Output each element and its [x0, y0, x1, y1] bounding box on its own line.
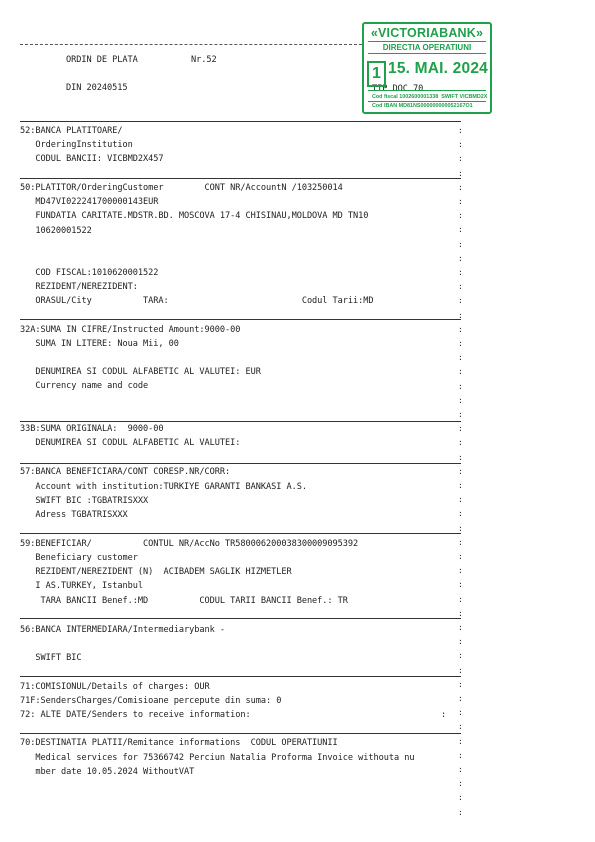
margin-colon: : [458, 339, 463, 348]
margin-colon: : [458, 240, 463, 249]
payment-purpose-text: Medical services for 75366742 Perciun Natalia Proforma Invoice withouta nu [20, 753, 415, 763]
beneficiary-bank-label: 57:BANCA BENEFICIARA/CONT CORESP.NR/CORR: [20, 467, 231, 477]
stamp-divider [368, 101, 486, 102]
payment-purpose-text-cont: mber date 10.05.2024 WithoutVAT [20, 767, 195, 777]
margin-colon: : [458, 680, 463, 689]
currency-label-en: Currency name and code [20, 381, 149, 391]
ordering-institution-label: OrderingInstitution [20, 140, 133, 150]
document-title: ORDIN DE PLATA [66, 55, 138, 65]
margin-colon: : [458, 353, 463, 362]
payer-fiscal-code: COD FISCAL:1010620001522 [20, 268, 159, 278]
margin-colon: : [458, 438, 463, 447]
stamp-bank-name: «VICTORIABANK» [370, 26, 484, 40]
section-rule [20, 676, 461, 677]
margin-colon: : [458, 793, 463, 802]
original-amount: 33B:SUMA ORIGINALA: 9000-00 [20, 424, 164, 434]
margin-colon: : [458, 779, 463, 788]
document-number: Nr.52 [191, 55, 217, 65]
margin-colon: : [458, 765, 463, 774]
margin-colon: : [458, 225, 463, 234]
section-rule [20, 463, 461, 464]
margin-colon: : [458, 694, 463, 703]
margin-colon: : [458, 566, 463, 575]
margin-colon: : [458, 311, 463, 320]
margin-colon: : [458, 524, 463, 533]
section-rule [20, 178, 461, 179]
margin-colon: : [458, 737, 463, 746]
currency-name-code: DENUMIREA SI CODUL ALFABETIC AL VALUTEI: EUR [20, 367, 261, 377]
section-rule [20, 733, 461, 734]
margin-colon: : [458, 552, 463, 561]
margin-colon: : [458, 211, 463, 220]
instructed-amount: 32A:SUMA IN CIFRE/Instructed Amount:9000-00 [20, 325, 241, 335]
margin-colon: : [458, 282, 463, 291]
account-institution: Account with institution:TURKIYE GARANTI BANKASI A.S. [20, 482, 307, 492]
amount-in-words: SUMA IN LITERE: Noua Mii, 00 [20, 339, 179, 349]
margin-colon: : [458, 538, 463, 547]
section-rule [20, 421, 461, 422]
document-date: DIN 20240515 [66, 83, 128, 93]
other-info-colon: : [441, 710, 447, 720]
bank-stamp [362, 22, 492, 114]
section-rule [20, 121, 461, 122]
margin-colon: : [458, 254, 463, 263]
stamp-department: DIRECTIA OPERATIUNI [368, 41, 486, 54]
payer-address: FUNDATIA CARITATE.MDSTR.BD. MOSCOVA 17-4 CHISINAU,MOLDOVA MD TN10 [20, 211, 369, 221]
top-dashed-rule [20, 44, 362, 45]
margin-colon: : [458, 424, 463, 433]
payer-city-country: ORASUL/City TARA: Codul Tarii:MD [20, 296, 374, 306]
payer-address-cont: 10620001522 [20, 226, 92, 236]
margin-colon: : [458, 651, 463, 660]
margin-colon: : [458, 609, 463, 618]
margin-colon: : [458, 495, 463, 504]
margin-colon: : [458, 169, 463, 178]
section-rule [20, 618, 461, 619]
margin-colon: : [458, 637, 463, 646]
other-info: 72: ALTE DATE/Senders to receive information: [20, 710, 251, 720]
payment-purpose-label: 70:DESTINATIA PLATII/Remitance informations CODUL OPERATIUNII [20, 738, 338, 748]
margin-colon: : [458, 410, 463, 419]
section-rule [20, 319, 461, 320]
stamp-divider [368, 90, 486, 91]
beneficiary-account: 59:BENEFICIAR/ CONTUL NR/AccNo TR580006200038300009095392 [20, 539, 359, 549]
margin-colon: : [458, 140, 463, 149]
margin-colon: : [458, 453, 463, 462]
stamp-number: 1 [367, 61, 386, 87]
margin-colon: : [458, 367, 463, 376]
margin-colon: : [458, 382, 463, 391]
margin-colon: : [458, 595, 463, 604]
margin-colon: : [458, 268, 463, 277]
margin-colon: : [458, 325, 463, 334]
stamp-iban: Cod IBAN MD81NS000000000052167O1 [372, 103, 473, 109]
margin-colon: : [458, 708, 463, 717]
document-type: TIP DOC 70 [372, 84, 424, 94]
payer-iban: MD47VI022241700000143EUR [20, 197, 159, 207]
beneficiary-name: REZIDENT/NEREZIDENT (N) ACIBADEM SAGLIK HIZMETLER [20, 567, 292, 577]
margin-colon: : [458, 751, 463, 760]
margin-colon: : [458, 396, 463, 405]
stamp-date: 15. MAI. 2024 [388, 60, 488, 77]
margin-colon: : [458, 509, 463, 518]
margin-colon: : [458, 467, 463, 476]
margin-colon: : [458, 197, 463, 206]
payer-residency: REZIDENT/NEREZIDENT: [20, 282, 138, 292]
beneficiary-customer-label: Beneficiary customer [20, 553, 138, 563]
section-rule [20, 533, 461, 534]
margin-colon: : [458, 722, 463, 731]
ordering-bank-code: CODUL BANCII: VICBMD2X457 [20, 154, 164, 164]
intermediary-bank: 56:BANCA INTERMEDIARA/Intermediarybank - [20, 625, 225, 635]
margin-colon: : [458, 808, 463, 817]
charges-details: 71:COMISIONUL/Details of charges: OUR [20, 682, 210, 692]
margin-colon: : [458, 126, 463, 135]
ordering-bank-label: 52:BANCA PLATITOARE/ [20, 126, 123, 136]
beneficiary-location: I AS.TURKEY, Istanbul [20, 581, 143, 591]
stamp-fiscal-code: Cod fiscal 1002600001338 SWIFT VICBMD2X [372, 94, 488, 100]
margin-colon: : [458, 154, 463, 163]
beneficiary-country-codes: TARA BANCII Benef.:MD CODUL TARII BANCII Benef.: TR [20, 596, 348, 606]
beneficiary-bank-address: Adress TGBATRISXXX [20, 510, 128, 520]
margin-colon: : [458, 481, 463, 490]
original-currency: DENUMIREA SI CODUL ALFABETIC AL VALUTEI: [20, 438, 241, 448]
margin-colon: : [458, 183, 463, 192]
payer-account-line: 50:PLATITOR/OrderingCustomer CONT NR/AccountN /103250014 [20, 183, 343, 193]
senders-charges: 71F:SendersCharges/Comisioane percepute din suma: 0 [20, 696, 282, 706]
margin-colon: : [458, 296, 463, 305]
margin-colon: : [458, 580, 463, 589]
margin-colon: : [458, 666, 463, 675]
beneficiary-bank-swift: SWIFT BIC :TGBATRISXXX [20, 496, 149, 506]
margin-colon: : [458, 623, 463, 632]
intermediary-swift: SWIFT BIC [20, 653, 82, 663]
